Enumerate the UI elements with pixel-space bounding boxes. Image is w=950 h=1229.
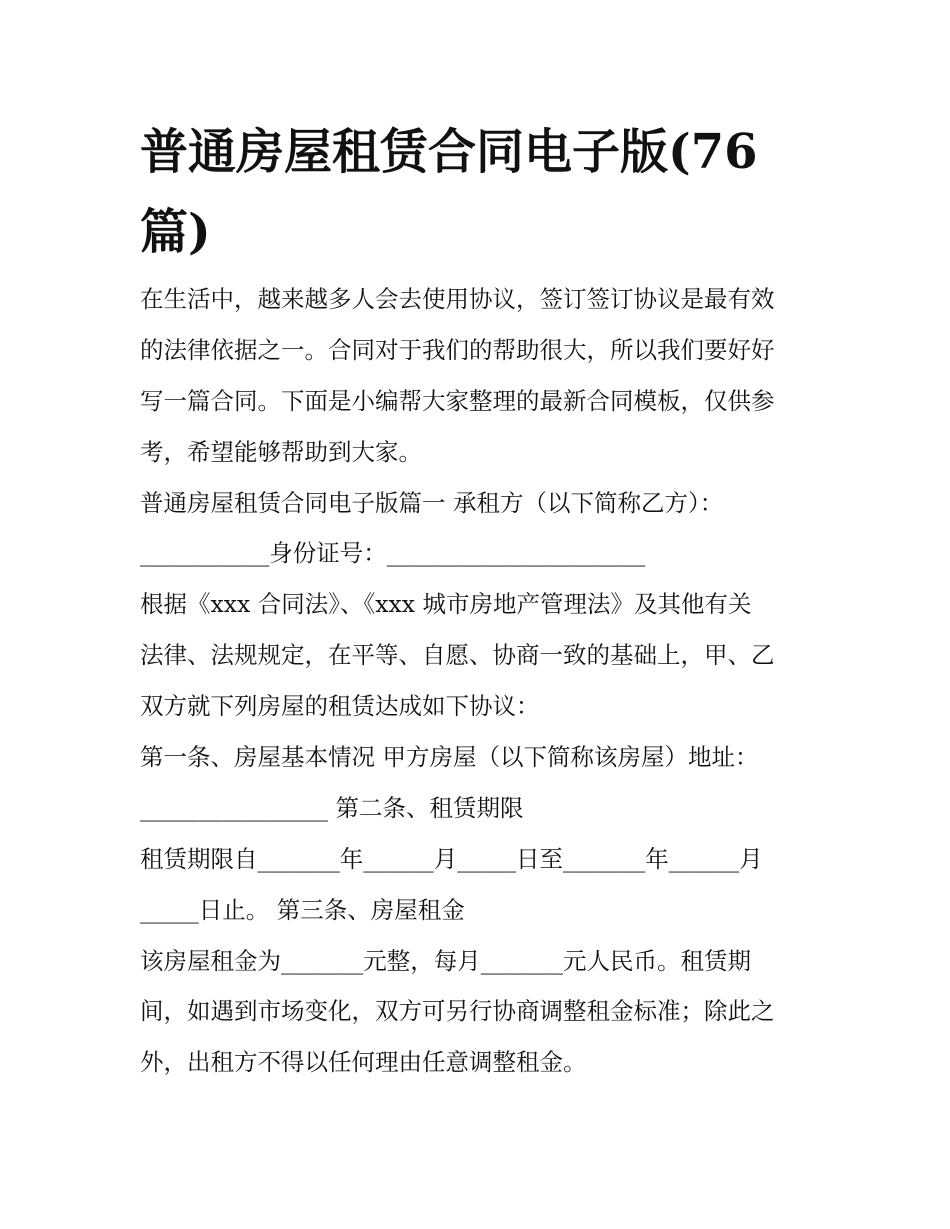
document-body	[140, 274, 820, 1088]
body-line: _____日止。 第三条、房屋租金	[140, 895, 465, 924]
body-line: 在生活中，越来越多人会去使用协议，签订签订协议是最有效	[140, 285, 775, 313]
body-line: 的法律依据之一。合同对于我们的帮助很大，所以我们要好好	[140, 335, 775, 364]
title-line: 篇)	[140, 204, 211, 260]
body-line: 普通房屋租赁合同电子版篇一 承租方（以下简称乙方）：	[140, 488, 724, 517]
body-line: 该房屋租金为_______元整，每月_______元人民币。租赁期	[140, 946, 751, 975]
body-line: 第一条、房屋基本情况 甲方房屋（以下简称该房屋）地址：	[140, 743, 759, 772]
body-line: 租赁期限自_______年______月_____日至_______年______月	[140, 844, 763, 873]
body-line: 根据《xxx 合同法》、《xxx 城市房地产管理法》及其他有关	[140, 590, 752, 619]
body-line: ________________ 第二条、租赁期限	[140, 793, 524, 822]
body-line: 写一篇合同。下面是小编帮大家整理的最新合同模板，仅供参	[140, 386, 775, 415]
body-line: 考，希望能够帮助到大家。	[140, 437, 422, 466]
document-title	[140, 112, 820, 272]
body-line: 外，出租方不得以任何理由任意调整租金。	[140, 1048, 587, 1077]
title-line: 普通房屋租赁合同电子版(76	[140, 124, 758, 180]
body-line: ___________身份证号：______________________	[140, 539, 646, 568]
body-line: 间，如遇到市场变化，双方可另行协商调整租金标准；除此之	[140, 997, 775, 1026]
body-line: 双方就下列房屋的租赁达成如下协议：	[140, 692, 540, 721]
body-line: 法律、法规规定，在平等、自愿、协商一致的基础上，甲、乙	[140, 641, 775, 670]
